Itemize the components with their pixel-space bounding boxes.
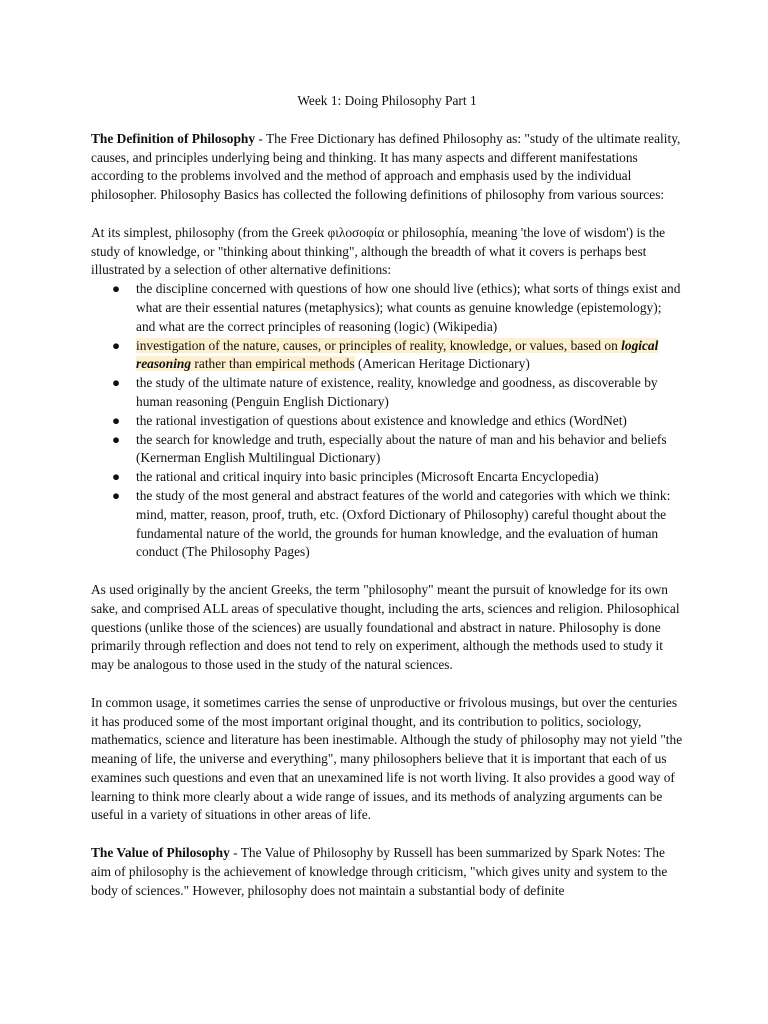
bullet-icon: ● [112,487,121,503]
list-item-text: the rational and critical inquiry into basic principles (Microsoft Encarta Encyclopedia) [136,469,599,485]
list-item-text: the discipline concerned with questions of how one should live (ethics); what sorts of things exist and what are their essential natures (metaphysics); what counts as genuine knowledge (epistemology); and what are the correct principles of reasoning (logic) (Wikipedia) [136,281,681,334]
paragraph-gap [91,562,683,581]
list-item-text: the study of the most general and abstract features of the world and categories with which we think: mind, matter, reason, proof, truth, etc. (Oxford Dictionary of Philosophy) careful thought about the fundamental nature of the world, the grounds for human knowledge, and the evaluation of human conduct (The Philosophy Pages) [136,487,671,560]
greeks-paragraph: As used originally by the ancient Greeks, the term "philosophy" meant the pursuit of knowledge for its own sake, and comprised ALL areas of speculative thought, including the arts, sciences and religion. Philosophical questions (unlike those of the sciences) are usually foundational and abstract in nature. Philosophy is done primarily through reflection and does not tend to rely on experiment, although the methods used to study it may be analogous to those used in the study of the natural sciences. [91,581,680,673]
value-heading: The Value of Philosophy [91,845,230,861]
bullet-icon: ● [112,375,121,391]
list-item [91,412,683,431]
list-item-text: the study of the ultimate nature of existence, reality, knowledge and goodness, as discoverable by human reasoning (Penguin English Dictionary) [136,375,658,409]
definition-intro: - The Free Dictionary has defined Philosophy as: "study of the ultimate reality, causes, and principles underlying being and thinking. It has many aspects and different manifestations according to the problems involved and the method of approach and emphasis used by the individual philosopher. Philosophy Basics has collected the following definitions of philosophy from various sources: [91,130,681,203]
common-usage-paragraph: In common usage, it sometimes carries the sense of unproductive or frivolous musings, but over the centuries it has produced some of the most important original thought, and its contribution to politics, sociology, mathematics, science and literature has been inestimable. Although the study of philosophy may not yield "the meaning of life, the universe and everything", many philosophers believe that it is important that each of us examines such questions and even that an unexamined life is not worth living. It also provides a good way of learning to think more clearly about a wide range of issues, and its methods of analyzing arguments can be useful in a variety of situations in other areas of life. [91,694,683,823]
list-item-text: the search for knowledge and truth, especially about the nature of man and his behavior and beliefs (Kernerman English Multilingual Dictionary) [136,431,667,466]
bullet-icon: ● [112,412,121,428]
simplest-paragraph: At its simplest, philosophy (from the Greek φιλοσοφία or philosophía, meaning 'the love of wisdom') is the study of knowledge, or "thinking about thinking", although the breadth of what it covers is perhaps best illustrated by a selection of other alternative definitions: [91,224,666,278]
list-item [91,280,683,336]
definition-paragraph [91,130,683,205]
document-page [91,92,683,900]
value-paragraph [91,844,683,900]
bullet-icon: ● [112,281,121,297]
bullet-icon: ● [112,431,121,447]
highlight-emphasis: logical reasoning [136,337,659,372]
highlight-source: (American Heritage Dictionary) [354,356,530,372]
value-text: - The Value of Philosophy by Russell has been summarized by Spark Notes: The aim of philosophy is the achievement of knowledge through criticism, "which gives unity and system to the body of sciences." However, philosophy does not maintain a substantial body of definite [91,845,668,898]
paragraph-gap [91,825,683,844]
highlight-part-1: investigation of the nature, causes, or principles of reality, knowledge, or values, based on [136,337,622,353]
paragraph-gap [91,205,683,224]
list-item [91,468,683,487]
list-item [91,374,683,412]
definition-heading: The Definition of Philosophy [91,130,256,146]
document-title: Week 1: Doing Philosophy Part 1 [297,93,477,108]
list-item-text: the rational investigation of questions about existence and knowledge and ethics (WordNet) [136,412,627,428]
definitions-list [91,280,683,562]
paragraph-gap [91,675,683,694]
bullet-icon: ● [112,337,121,353]
highlight-part-2: rather than empirical methods [191,356,355,372]
list-item [91,487,683,562]
bullet-icon: ● [112,469,121,485]
list-item [91,431,683,469]
list-item-highlighted [91,337,683,375]
